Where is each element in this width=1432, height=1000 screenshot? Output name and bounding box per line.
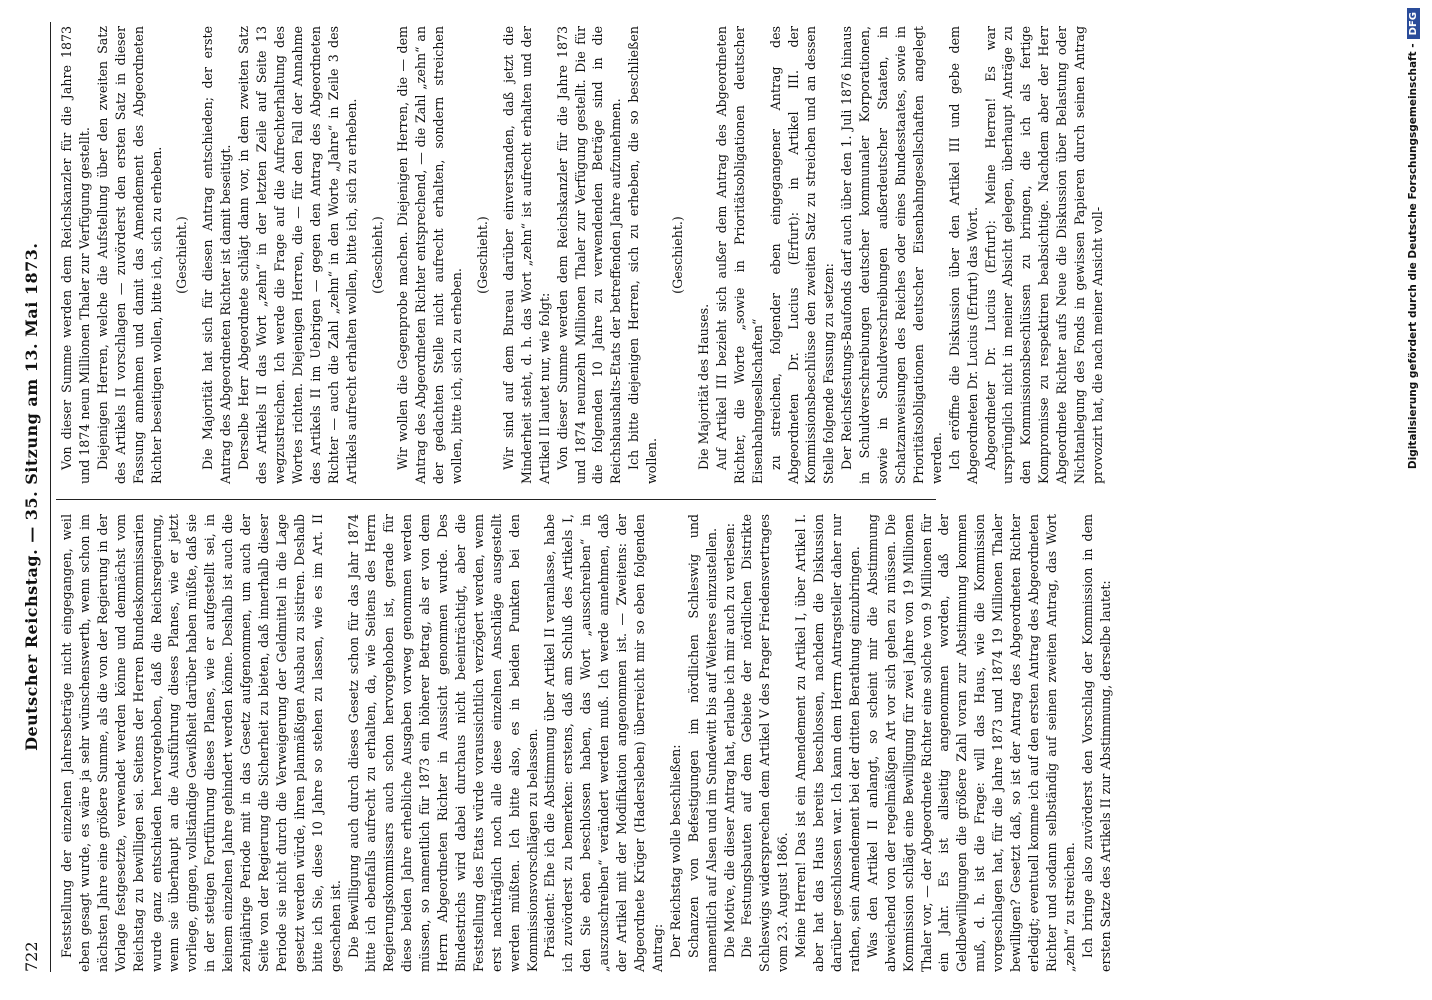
page-header xyxy=(22,22,52,972)
paragraph: Die Bewilligung auch durch dieses Gesetz schon für das Jahr 1874 bitte ich ebenfalls aufrecht zu erhalten, da, wie Seitens des Herrn Regierungskommissars auch schon hervorgehoben ist, gerade für diese beiden Jahre erhebliche Ausgaben vorweg genommen werden müssen, so namentlich für 1873 ein höherer Betrag, als er von dem Herrn Abgeordneten Richter in Aussicht genommen wurde. Des Bindestrichs wird dabei durchaus nicht beeinträchtigt, aber die Feststellung des Etats würde voraussichtlich verzögert werden, wenn erst nachträglich noch alle diese einzelnen Anschläge ausgestellt werden müßten. Ich bitte also, es in beiden Punkten bei den Kommissionsvorschlägen zu belassen. xyxy=(345,514,540,972)
paragraph: Ich bringe also zuvörderst den Vorschlag der Kommission in dem ersten Satze des Artikels II zur Abstimmung, derselbe lautet: xyxy=(1079,514,1113,972)
paragraph: Derselbe Herr Abgeordnete schlägt dann vor, in dem zweiten Satz des Artikels II das Wort „zehn“ in der letzten Zeile auf Seite 13 wegzustreichen. Ich werde die Frage auf die Aufrechterhaltung des Wortes richten. Diejenigen Herren, die — für den Fall der Annahme des Artikels II im Uebrigen — gegen den Antrag des Abgeordneten Richter — auch die Zahl „zehn“ in den Worte „Jahre“ in Zeile 3 des Artikels aufrecht erhalten wollen, bitte ich, sich zu erheben. xyxy=(236,26,359,484)
paragraph: Wir wollen die Gegenprobe machen. Diejenigen Herren, die — dem Antrag des Abgeordneten Richter entsprechend, — die Zahl „zehn“ an der gedachten Stelle nicht aufrecht erhalten, sondern streichen wollen, bitte ich, sich zu erheben. xyxy=(395,26,465,484)
paragraph: Auf Artikel III bezieht sich außer dem Antrag des Abgeordneten Richter, die Worte „sowie in Prioritätsobligationen deutscher Eisenbahngesellschaften“ xyxy=(713,26,765,484)
left-column xyxy=(58,514,1113,972)
digitization-stamp xyxy=(1400,8,1426,992)
paragraph: Der Reichstag wolle beschließen: xyxy=(667,744,683,958)
paragraph: (Geschieht.) xyxy=(475,216,491,294)
paragraph: Feststellung der einzelnen Jahresbeträge nicht eingegangen, weil eben gesagt wurde, es wäre ja sehr wünschenswerth, wenn schon im nächsten Jahre eine größere Summe, als die von der Regierung in der Vorlage festgesetzte, verwendet werden könne und demnächst vom Reichstag zu bewilligen sei. Seitens der Herren Bundeskommissarien wurde ganz entschieden hervorgehoben, daß die Reichsregierung, wenn sie überhaupt an die Ausführung dieses Planes, wie er jetzt vorliege, gingen, vollständige Gewißheit darüber haben müßte, daß sie in der stetigen Fortführung dieses Planes, wie er aufgestellt sei, in keinem einzelnen Jahre gehindert werden könne. Deshalb ist auch die zehnjährige Periode mit in das Gesetz aufgenommen, um auch der Seite von der Regierung die Sicherheit zu bieten, daß innerhalb dieser Periode sie nicht durch die Verweigerung der Geldmittel in die Lage gesetzt werden würde, ihren planmäßigen Ausbau zu sistiren. Deshalb bitte ich Sie, diese 10 Jahre so stehen zu lassen, wie es im Art. II geschehen ist. xyxy=(59,514,343,972)
paragraph: Was den Artikel II anlangt, so scheint mir die Abstimmung abweichend von der regelmäßigen Art vor sich gehen zu müssen. Die Kommission schlägt eine Bewilligung für zwei Jahre von 19 Millionen Thaler vor, — der Abgeordnete Richter eine solche von 9 Millionen für ein Jahr. Es ist allseitig angenommen worden, daß der Geldbewilligungen die größere Zahl voran zur Abstimmung kommen muß, d. h. ist die Frage: will das Haus, wie die Kommission vorgeschlagen hat, für die Jahre 1873 und 1874 19 Millionen Thaler bewilligen? Gesetzt daß, so ist der Antrag des Abgeordneten Richter erledigt; eventuell komme ich auf den ersten Antrag des Abgeordneten Richter und sodann selbständig auf seinen zweiten Antrag, das Wort „zehn“ zu streichen. xyxy=(864,514,1077,972)
paragraph: Der Reichsfestungs-Baufonds darf auch über den 1. Juli 1876 hinaus in Schuldverschreibungen deutscher kommunaler Korporationen, sowie in Schuldverschreibungen außerdeutscher Staaten, in Schatzanweisungen des Reiches oder eines Bundesstaates, sowie in Prioritätsobligationen deutscher Eisenbahngesellschaften angelegt werden. xyxy=(839,26,944,484)
paragraph: Wir sind auf dem Bureau darüber einverstanden, daß jetzt die Minderheit steht, d. h. das Wort „zehn“ ist aufrecht erhalten und der Artikel II lautet nur, wie folgt: xyxy=(500,26,552,484)
header-rule xyxy=(50,22,51,972)
paragraph: Schanzen von Befestigungen im nördlichen Schleswig und namentlich auf Alsen und im Sundewitt bis auf Weiteres einzustellen. xyxy=(685,514,719,972)
paragraph: Meine Herren! Das ist ein Amendement zu Artikel I, über Artikel I. aber hat das Haus bereits beschlossen, nachdem die Diskussion darüber geschlossen war. Ich kann dem Herrn Antragsteller daher nur rathen, sein Amendement bei der dritten Berathung einzubringen. xyxy=(793,514,862,972)
paragraph: (Geschieht.) xyxy=(670,216,686,294)
paragraph: (Geschieht.) xyxy=(174,216,190,294)
paragraph: Von dieser Summe werden dem Reichskanzler für die Jahre 1873 und 1874 neun Millionen Thaler zur Verfügung gestellt. xyxy=(59,26,92,484)
paragraph: Diejenigen Herren, welche die Aufstellung über den zweiten Satz des Artikels II vorschlagen — zuvörderst den ersten Satz in dieser Fassung annehmen und damit das Amendement des Abgeordneten Richter beseitigen wollen, bitte ich, sich zu erheben. xyxy=(94,26,164,484)
paragraph: Präsident: Ehe ich die Abstimmung über Artikel II veranlasse, habe ich zuvörderst zu bemerken: erstens, daß am Schluß des Artikels I, den Sie eben beschlossen haben, das Wort „ausschreiben“ in „auszuschreiben“ verändert werden muß. Ich werde annehmen, daß der Artikel mit der Modifikation angenommen ist. — Zweitens: der Abgeordnete Krüger (Hadersleben) überreicht mir so eben folgenden Antrag: xyxy=(542,514,665,972)
paragraph: Die Majorität hat sich für diesen Antrag entschieden; der erste Antrag des Abgeordneten Richter ist damit beseitigt. xyxy=(200,26,234,484)
paragraph: zu streichen, folgender eben eingegangener Antrag des Abgeordneten Dr. Lucius (Erfurt): in Artikel III. der Kommissionsbeschlüsse den zweiten Satz zu streichen und an dessen Stelle folgende Fassung zu setzen: xyxy=(767,26,837,484)
stamp-text: Digitalisierung gefördert durch die Deutsche Forschungsgemeinschaft - xyxy=(1407,43,1419,470)
dfg-logo: DFG xyxy=(1407,8,1420,39)
page-number: 722 xyxy=(22,941,41,972)
paragraph: Von dieser Summe werden dem Reichskanzler für die Jahre 1873 und 1874 neunzehn Millionen Thaler zur Verfügung gestellt. Die für die folgenden 10 Jahre zu verwendenden Beträge sind in die Reichshaushalts-Etats der betreffenden Jahre aufzunehmen. xyxy=(554,26,624,484)
paragraph: Die Festungsbauten auf dem Gebiete der nördlichen Distrikte Schleswigs widersprechen dem Artikel V des Prager Friedensvertrages vom 23. August 1866. xyxy=(739,514,791,972)
paragraph: (Geschieht.) xyxy=(369,216,385,294)
paragraph: Ich eröffne die Diskussion über den Artikel III und gebe dem Abgeordneten Dr. Lucius (Erfurt) das Wort. xyxy=(946,26,980,484)
paragraph: Die Motive, die dieser Antrag hat, erlaube ich mir auch zu verlesen: xyxy=(721,523,737,958)
right-column xyxy=(58,26,1105,484)
paragraph: Ich bitte diejenigen Herren, sich zu erheben, die so beschließen wollen. xyxy=(626,26,660,484)
column-divider xyxy=(56,499,936,500)
page-title: Deutscher Reichstag. — 35. Sitzung am 13. Mai 1873. xyxy=(22,242,41,751)
paragraph: Abgeordneter Dr. Lucius (Erfurt): Meine Herren! Es war ursprünglich nicht in meiner Absicht gelegen, überhaupt Anträge zu den Kommissionsbeschlüssen zu bringen, die ich als fertige Kompromisse zu respektiren beabsichtige. Nachdem aber der Herr Abgeordnete Richter aufs Neue die Diskussion über Belastung oder Nichtanlegung des Fonds in gewissen Papieren durch seinen Antrag provozirt hat, die nach meiner Ansicht voll- xyxy=(982,26,1105,484)
paragraph: Die Majorität des Hauses. xyxy=(696,303,711,470)
